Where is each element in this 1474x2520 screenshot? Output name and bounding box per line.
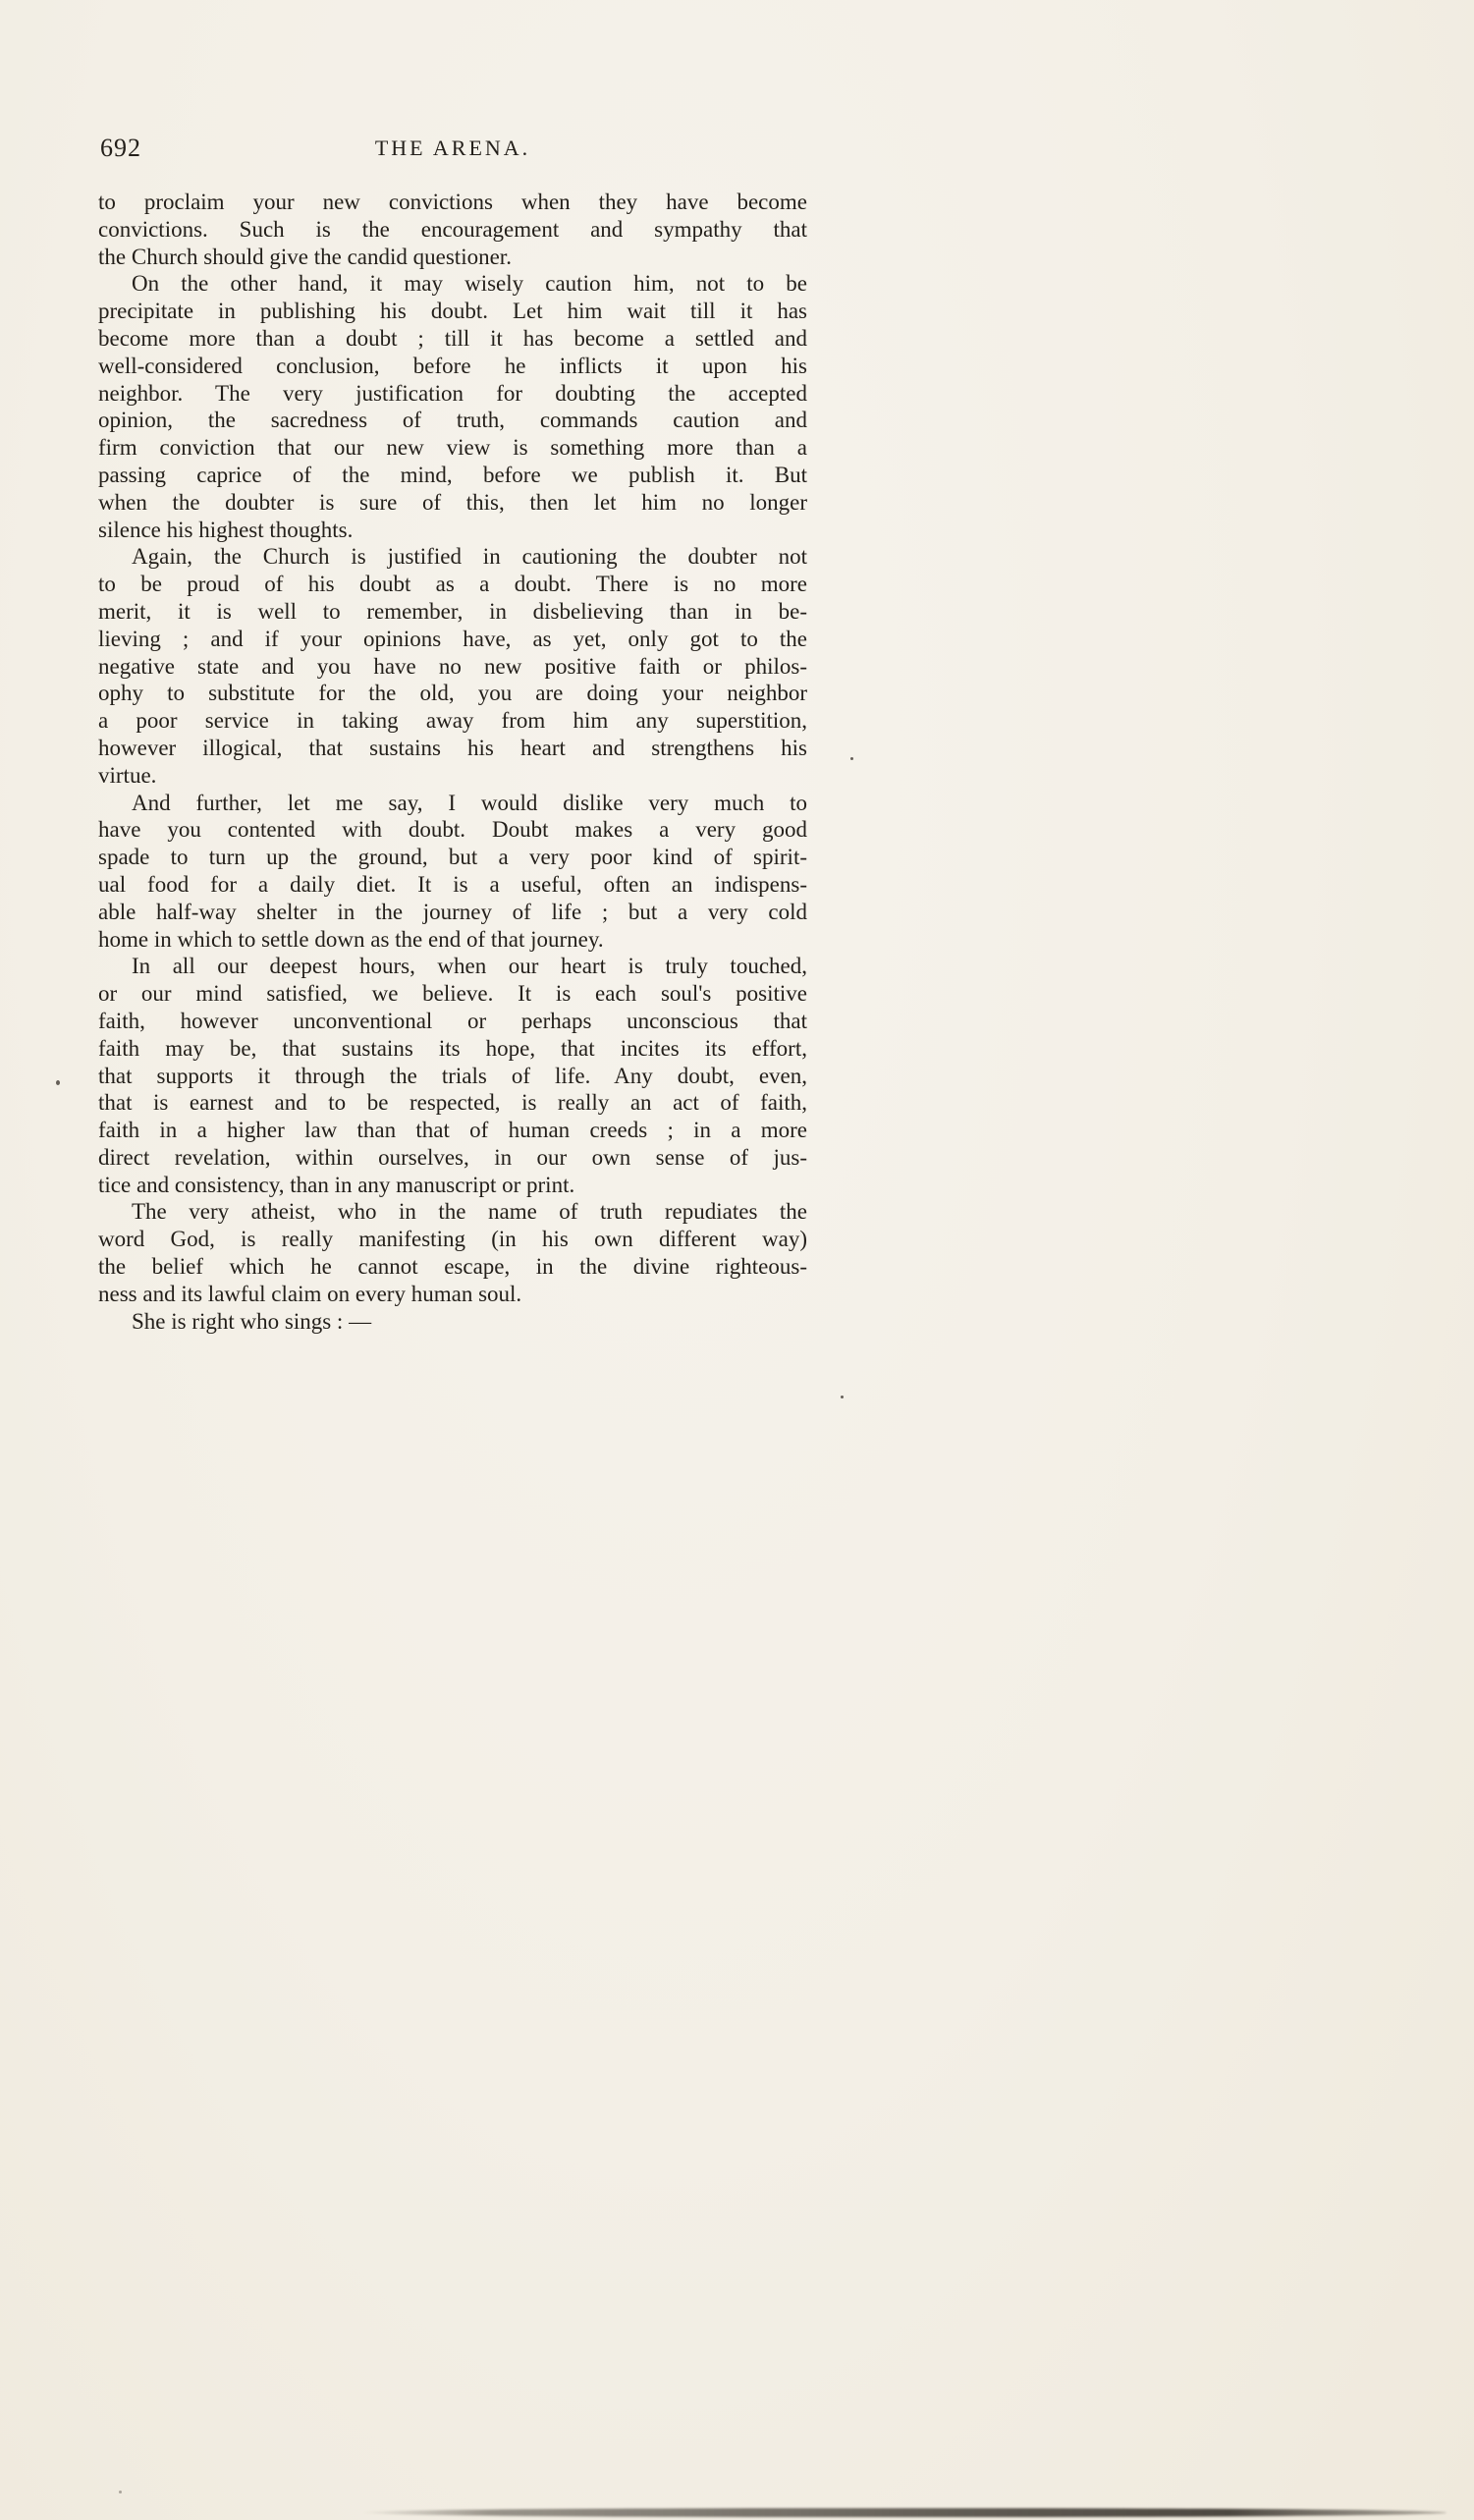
text-line: the Church should give the candid questioner. — [98, 244, 512, 269]
text-line: And further, let me say, I would dislike very much to — [132, 790, 807, 815]
paragraph — [98, 1198, 807, 1307]
text-line: however illogical, that sustains his heart and strengthens his — [98, 735, 807, 760]
text-line: Again, the Church is justified in cautioning the doubter not — [132, 544, 807, 570]
text-line: faith may be, that sustains its hope, that incites its effort, — [98, 1035, 807, 1061]
text-line: a poor service in taking away from him any superstition, — [98, 708, 807, 734]
text-line: ness and its lawful claim on every human soul. — [98, 1281, 522, 1306]
text-line: tice and consistency, than in any manuscript or print. — [98, 1172, 575, 1197]
text-line: ual food for a daily diet. It is a useful, often an indispens- — [98, 871, 807, 897]
text-line: passing caprice of the mind, before we publish it. But — [98, 462, 807, 487]
text-line: She is right who sings : — — [132, 1308, 372, 1334]
text-line: word God, is really manifesting (in his own different way) — [98, 1227, 807, 1252]
page-number: 692 — [100, 134, 141, 162]
text-line: that is earnest and to be respected, is really an act of faith, — [98, 1090, 807, 1116]
text-line: to be proud of his doubt as a doubt. There is no more — [98, 572, 807, 597]
running-title: THE ARENA. — [374, 136, 531, 160]
text-line: become more than a doubt ; till it has become a settled and — [98, 325, 807, 351]
text-line: home in which to settle down as the end of that journey. — [98, 926, 604, 952]
text-line: opinion, the sacredness of truth, commands caution and — [98, 408, 807, 433]
text-line: silence his highest thoughts. — [98, 517, 354, 542]
paragraph — [98, 270, 807, 543]
page-body — [98, 189, 807, 1335]
scan-speck — [119, 2491, 122, 2493]
text-line: virtue. — [98, 762, 157, 788]
paragraph — [98, 1308, 807, 1336]
text-line: when the doubter is sure of this, then let him no longer — [98, 489, 807, 515]
paragraph — [98, 543, 807, 789]
text-line: that supports it through the trials of life. Any doubt, even, — [98, 1063, 807, 1088]
text-line: On the other hand, it may wisely caution him, not to be — [132, 271, 807, 297]
text-line: In all our deepest hours, when our heart is truly touched, — [132, 954, 807, 979]
scan-edge-artifact — [361, 2508, 1447, 2517]
text-line: merit, it is well to remember, in disbelieving than in be- — [98, 598, 807, 624]
text-line: negative state and you have no new positive faith or philos- — [98, 653, 807, 679]
text-line: faith, however unconventional or perhaps unconscious that — [98, 1008, 807, 1033]
text-line: direct revelation, within ourselves, in our own sense of jus- — [98, 1144, 807, 1170]
text-line: faith in a higher law than that of human creeds ; in a more — [98, 1118, 807, 1143]
text-line: well-considered conclusion, before he inflicts it upon his — [98, 353, 807, 378]
text-line: the belief which he cannot escape, in the divine righteous- — [98, 1254, 807, 1280]
paragraph — [98, 953, 807, 1198]
paragraph — [98, 189, 807, 270]
text-line: neighbor. The very justification for doubting the accepted — [98, 380, 807, 406]
text-line: spade to turn up the ground, but a very poor kind of spirit- — [98, 845, 807, 870]
text-line: precipitate in publishing his doubt. Let him wait till it has — [98, 299, 807, 324]
text-line: or our mind satisfied, we believe. It is each soul's positive — [98, 981, 807, 1007]
text-line: able half-way shelter in the journey of life ; but a very cold — [98, 899, 807, 924]
text-line: The very atheist, who in the name of truth repudiates the — [132, 1199, 807, 1225]
text-line: convictions. Such is the encouragement and sympathy that — [98, 216, 807, 242]
scan-speck — [841, 1396, 844, 1398]
text-line: ophy to substitute for the old, you are doing your neighbor — [98, 681, 807, 706]
text-line: to proclaim your new convictions when they have become — [98, 190, 807, 214]
text-line: have you contented with doubt. Doubt makes a very good — [98, 817, 807, 843]
page-header — [98, 134, 807, 165]
paragraph — [98, 790, 807, 954]
scan-speck — [850, 757, 853, 760]
scan-speck — [56, 1080, 60, 1085]
text-line: lieving ; and if your opinions have, as yet, only got to the — [98, 626, 807, 651]
text-line: firm conviction that our new view is something more than a — [98, 435, 807, 461]
